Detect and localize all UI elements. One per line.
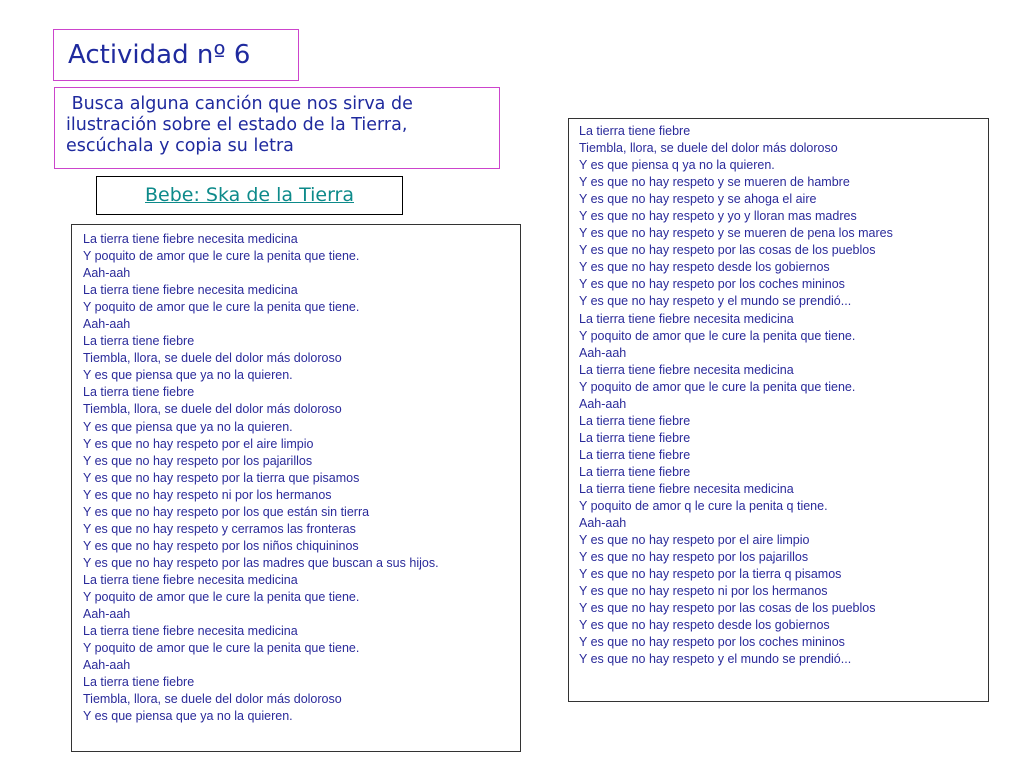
song-title-box [96, 176, 403, 215]
lyric-line: Y es que no hay respeto y se ahoga el aire [579, 192, 817, 207]
lyric-line: Y es que no hay respeto por la tierra q pisamos [579, 567, 842, 582]
lyric-line: Aah-aah [579, 396, 627, 411]
instruction-text: Busca alguna canción que nos sirva de ilustración sobre el estado de la Tierra, escúchala y copia su letra [66, 94, 419, 156]
lyric-line: Y es que no hay respeto por los coches mininos [579, 277, 845, 292]
lyric-line: Y es que no hay respeto y cerramos las fronteras [83, 521, 356, 536]
lyric-line: Y es que no hay respeto y el mundo se prendió... [579, 652, 852, 667]
lyric-line: La tierra tiene fiebre necesita medicina [579, 362, 794, 377]
lyric-line: Y es que no hay respeto por las madres que buscan a sus hijos. [83, 555, 439, 570]
activity-title-text: Actividad nº 6 [68, 40, 251, 70]
lyric-line: Y es que no hay respeto por los niños chiquininos [83, 538, 359, 553]
lyric-line: Y poquito de amor que le cure la penita que tiene. [579, 379, 856, 394]
lyric-line: Aah-aah [83, 607, 131, 622]
lyric-line: Aah-aah [579, 345, 627, 360]
lyric-line: Y es que piensa que ya no la quieren. [83, 368, 293, 383]
lyric-line: Aah-aah [83, 317, 131, 332]
instruction-box [54, 87, 500, 169]
lyric-line: Y es que no hay respeto y se mueren de pena los mares [579, 226, 893, 241]
lyric-line: Aah-aah [83, 658, 131, 673]
lyric-line: La tierra tiene fiebre [83, 385, 195, 400]
lyric-line: La tierra tiene fiebre necesita medicina [83, 232, 298, 246]
lyric-line: Y es que piensa q ya no la quieren. [579, 158, 775, 173]
lyric-line: Y es que no hay respeto ni por los hermanos [83, 487, 332, 502]
lyric-line: La tierra tiene fiebre [579, 430, 691, 445]
lyric-line: Y es que no hay respeto ni por los hermanos [579, 584, 828, 599]
lyric-line: Y es que piensa que ya no la quieren. [83, 419, 293, 434]
lyric-line: Y es que piensa que ya no la quieren. [83, 709, 293, 724]
lyric-line: Y es que no hay respeto por las cosas de los pueblos [579, 243, 876, 258]
lyric-line: Y es que no hay respeto por los pajarillos [83, 453, 313, 468]
lyric-line: La tierra tiene fiebre necesita medicina [83, 283, 298, 298]
lyric-line: La tierra tiene fiebre necesita medicina [83, 624, 298, 639]
lyric-line: Y poquito de amor que le cure la penita que tiene. [83, 249, 360, 264]
lyric-line: La tierra tiene fiebre [579, 464, 691, 479]
lyric-line: Y es que no hay respeto por las cosas de los pueblos [579, 601, 876, 616]
song-title-link[interactable]: Bebe: Ska de la Tierra [145, 184, 354, 206]
lyric-line: Y es que no hay respeto por los coches mininos [579, 635, 845, 650]
lyric-line: Aah-aah [83, 266, 131, 281]
lyric-line: La tierra tiene fiebre [579, 413, 691, 428]
lyric-line: La tierra tiene fiebre [83, 675, 195, 690]
lyric-line: Aah-aah [579, 516, 627, 531]
lyric-line: Tiembla, llora, se duele del dolor más doloroso [83, 351, 342, 366]
activity-title [53, 29, 299, 81]
lyric-line: Y poquito de amor que le cure la penita que tiene. [83, 300, 360, 315]
lyric-line: La tierra tiene fiebre necesita medicina [579, 311, 794, 326]
lyric-line: Y es que no hay respeto por los que están sin tierra [83, 504, 370, 519]
lyric-line: Y es que no hay respeto por la tierra que pisamos [83, 470, 360, 485]
lyric-line: Y poquito de amor que le cure la penita que tiene. [83, 589, 360, 604]
lyric-line: Y es que no hay respeto por el aire limpio [579, 533, 810, 548]
lyric-line: La tierra tiene fiebre [579, 447, 691, 462]
lyric-line: Y es que no hay respeto y el mundo se prendió... [579, 294, 852, 309]
lyric-line: La tierra tiene fiebre necesita medicina [579, 481, 794, 496]
lyric-line: Y poquito de amor que le cure la penita que tiene. [83, 641, 360, 656]
lyric-line: La tierra tiene fiebre [83, 334, 195, 349]
lyric-line: Y es que no hay respeto por los pajarillos [579, 550, 809, 565]
lyric-line: La tierra tiene fiebre [579, 124, 691, 138]
lyric-line: Tiembla, llora, se duele del dolor más doloroso [579, 141, 838, 156]
lyric-line: Y es que no hay respeto y se mueren de hambre [579, 175, 850, 190]
lyric-line: Y es que no hay respeto por el aire limpio [83, 436, 314, 451]
lyric-line: Y es que no hay respeto y yo y lloran mas madres [579, 209, 857, 224]
lyric-line: Tiembla, llora, se duele del dolor más doloroso [83, 402, 342, 417]
lyric-line: Y poquito de amor q le cure la penita q tiene. [579, 499, 828, 514]
lyric-line: Y poquito de amor que le cure la penita que tiene. [579, 328, 856, 343]
lyrics-panel-left [71, 224, 521, 752]
lyric-line: Y es que no hay respeto desde los gobiernos [579, 618, 830, 633]
lyric-line: La tierra tiene fiebre necesita medicina [83, 572, 298, 587]
lyric-line: Y es que no hay respeto desde los gobiernos [579, 260, 830, 275]
lyric-line: Tiembla, llora, se duele del dolor más doloroso [83, 692, 342, 707]
lyrics-panel-right [568, 118, 989, 702]
